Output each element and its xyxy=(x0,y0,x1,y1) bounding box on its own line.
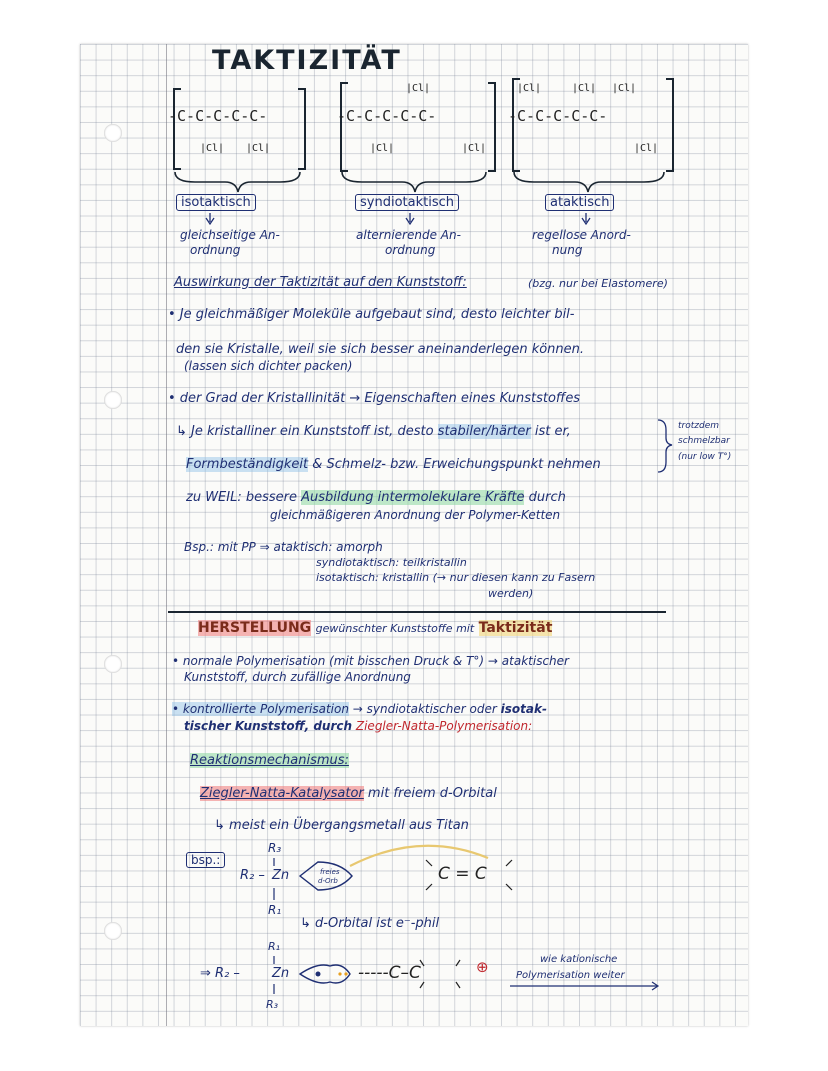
catalyst-term: Ziegler-Natta-Katalysator xyxy=(200,786,364,801)
effects-heading: Auswirkung der Taktizität auf den Kunststoff: xyxy=(174,275,467,290)
carbon-chain-isotactic: -C-C-C-C-C- xyxy=(168,107,268,125)
isotactic-label: isotaktisch xyxy=(176,194,256,211)
atactic-desc: regellose Anord- xyxy=(532,228,631,242)
chlorine-substituent: |Cl| xyxy=(200,143,225,154)
syndiotactic-label: syndiotaktisch xyxy=(355,194,459,211)
r2-group: ⇒ R₂ – xyxy=(200,966,240,981)
carbon-chain-product: -----C–C xyxy=(358,963,421,983)
r2-group: R₂ – xyxy=(240,868,265,883)
chlorine-substituent: |Cl| xyxy=(406,83,431,94)
text-fragment: durch xyxy=(528,490,566,505)
r3-group: R₃ xyxy=(266,998,279,1011)
text-fragment: → syndiotaktischer oder xyxy=(352,702,497,716)
text-fragment: zu WEIL: bessere xyxy=(186,490,297,505)
text-line: • der Grad der Kristallinität → Eigenschaften eines Kunststoffes xyxy=(168,391,581,406)
metal-center: Zn xyxy=(272,966,290,981)
text-line: Kunststoff, durch zufällige Anordnung xyxy=(184,670,411,684)
heading-middle: gewünschter Kunststoffe mit xyxy=(315,622,475,635)
example-line: isotaktisch: kristallin (→ nur diesen kann zu Fasern xyxy=(316,571,596,584)
alkene: C = C xyxy=(438,864,487,884)
atactic-desc: nung xyxy=(552,243,583,257)
text-line: gleichmäßigeren Anordnung der Polymer-Ketten xyxy=(270,508,561,522)
page-title: TAKTIZITÄT xyxy=(212,45,402,76)
text-line: • normale Polymerisation (mit bisschen Druck & T°) → ataktischer xyxy=(172,654,569,668)
text-fragment: mit freiem d-Orbital xyxy=(367,786,497,801)
continuation-note: wie kationische xyxy=(540,954,618,965)
isotactic-desc: ordnung xyxy=(190,243,241,257)
effects-note: (bzg. nur bei Elastomere) xyxy=(528,277,668,290)
syndiotactic-desc: ordnung xyxy=(385,243,436,257)
highlight-controlled: • kontrollierte Polymerisation xyxy=(172,702,349,716)
r1-group: R₁ xyxy=(268,903,282,917)
text-fragment: & Schmelz- bzw. Erweichungspunkt nehmen xyxy=(312,457,601,472)
text-fragment: isotak- xyxy=(500,702,547,716)
text-line: • Je gleichmäßiger Moleküle aufgebaut sind, desto leichter bil- xyxy=(168,307,575,322)
chlorine-substituent: |Cl| xyxy=(634,143,659,154)
chlorine-substituent: |Cl| xyxy=(370,143,395,154)
chlorine-substituent: |Cl| xyxy=(462,143,487,154)
heading-herstellung: HERSTELLUNG xyxy=(198,620,312,636)
syndiotactic-desc: alternierende An- xyxy=(356,228,461,242)
text-line: ↳ d-Orbital ist e⁻-phil xyxy=(300,916,440,931)
example-label: bsp.: xyxy=(186,852,225,868)
chlorine-substituent: |Cl| xyxy=(612,83,637,94)
highlight-formbestaendigkeit: Formbeständigkeit xyxy=(186,457,309,472)
example-line: werden) xyxy=(488,587,534,600)
ziegler-natta-term: Ziegler-Natta-Polymerisation: xyxy=(355,719,533,733)
metal-center: Zn xyxy=(272,868,290,883)
carbon-chain-syndiotactic: -C-C-C-C-C- xyxy=(337,107,437,125)
carbocation-charge: ⊕ xyxy=(476,958,489,976)
side-note: (nur low T°) xyxy=(678,452,732,462)
mechanism-heading-text: Reaktionsmechanismus: xyxy=(190,753,349,768)
text-fragment: tischer Kunststoff, durch xyxy=(184,719,353,733)
atactic-label: ataktisch xyxy=(545,194,614,211)
orbital-label: d-Orb xyxy=(318,877,338,885)
example-line: Bsp.: mit PP ⇒ ataktisch: amorph xyxy=(184,540,383,554)
text-line: ↳ meist ein Übergangsmetall aus Titan xyxy=(214,818,469,833)
chlorine-substituent: |Cl| xyxy=(517,83,542,94)
side-note: schmelzbar xyxy=(678,436,730,446)
r1-group: R₁ xyxy=(268,940,281,953)
chlorine-substituent: |Cl| xyxy=(246,143,271,154)
highlight-stabiler: stabiler/härter xyxy=(437,424,531,439)
text-line: den sie Kristalle, weil sie sich besser aneinanderlegen können. xyxy=(176,342,585,357)
heading-taktizitaet: Taktizität xyxy=(478,620,553,636)
example-line: syndiotaktisch: teilkristallin xyxy=(316,556,467,569)
carbon-chain-atactic: -C-C-C-C-C- xyxy=(508,107,608,125)
isotactic-desc: gleichseitige An- xyxy=(180,228,280,242)
chlorine-substituent: |Cl| xyxy=(572,83,597,94)
text-line: (lassen sich dichter packen) xyxy=(184,359,353,373)
highlight-intermolecular: Ausbildung intermolekulare Kräfte xyxy=(301,490,525,505)
side-note: trotzdem xyxy=(678,421,720,431)
text-fragment: ↳ Je kristalliner ein Kunststoff ist, desto xyxy=(176,424,434,439)
orbital-label: freies xyxy=(320,868,340,876)
r3-group: R₃ xyxy=(268,841,282,855)
text-fragment: ist er, xyxy=(534,424,571,439)
continuation-note: Polymerisation weiter xyxy=(516,970,625,981)
